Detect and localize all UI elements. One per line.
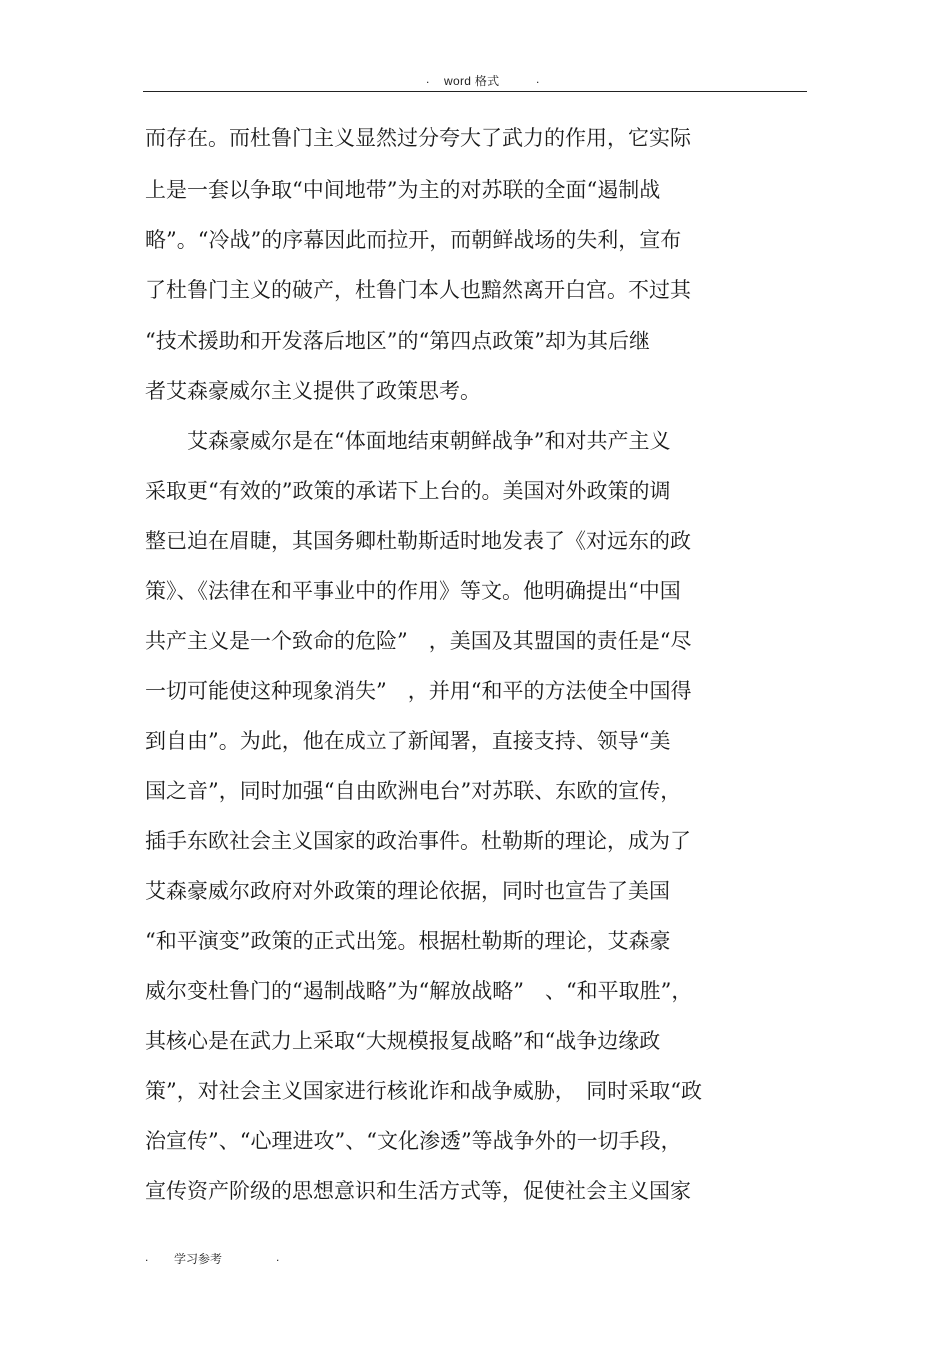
body-line: 宣传资产阶级的思想意识和生活方式等，促使社会主义国家 bbox=[145, 1179, 691, 1203]
body-line: 了杜鲁门主义的破产，杜鲁门本人也黯然离开白宫。不过其 bbox=[145, 278, 691, 302]
body-line: 采取更“有效的”政策的承诺下上台的。美国对外政策的调 bbox=[145, 479, 671, 503]
body-line: 艾森豪威尔政府对外政策的理论依据，同时也宣告了美国 bbox=[145, 879, 670, 903]
body-line: 插手东欧社会主义国家的政治事件。杜勒斯的理论，成为了 bbox=[145, 829, 691, 853]
header-title: word 格式 bbox=[444, 74, 500, 88]
body-line: 一切可能使这种现象消失” ，并用“和平的方法使全中国得 bbox=[145, 679, 692, 703]
body-line: 上是一套以争取“中间地带”为主的对苏联的全面“遏制战 bbox=[145, 178, 661, 202]
body-line: 共产主义是一个致命的危险” ，美国及其盟国的责任是“尽 bbox=[145, 629, 692, 653]
body-line: 其核心是在武力上采取“大规模报复战略”和“战争边缘政 bbox=[145, 1029, 661, 1053]
body-line: 威尔变杜鲁门的“遏制战略”为“解放战略” 、“和平取胜”， bbox=[145, 979, 693, 1003]
page-footer bbox=[143, 1250, 343, 1268]
footer-dot-right: . bbox=[276, 1250, 280, 1264]
body-line: 整已迫在眉睫，其国务卿杜勒斯适时地发表了《对远东的政 bbox=[145, 529, 691, 553]
body-line: 国之音”，同时加强“自由欧洲电台”对苏联、东欧的宣传， bbox=[145, 779, 682, 803]
body-line: “和平演变”政策的正式出笼。根据杜勒斯的理论，艾森豪 bbox=[145, 929, 671, 953]
body-line: 艾森豪威尔是在“体面地结束朝鲜战争”和对共产主义 bbox=[145, 429, 671, 453]
body-line: 策”，对社会主义国家进行核讹诈和战争威胁， 同时采取“政 bbox=[145, 1079, 702, 1103]
body-line: “技术援助和开发落后地区”的“第四点政策”却为其后继 bbox=[145, 329, 650, 353]
body-line: 治宣传”、“心理进攻”、“文化渗透”等战争外的一切手段， bbox=[145, 1129, 682, 1153]
body-line: 略”。“冷战”的序幕因此而拉开，而朝鲜战场的失利，宣布 bbox=[145, 228, 682, 252]
body-line: 策》、《法律在和平事业中的作用》等文。他明确提出“中国 bbox=[145, 579, 681, 603]
body-line: 而存在。而杜鲁门主义显然过分夸大了武力的作用，它实际 bbox=[145, 126, 691, 150]
body-line: 到自由”。为此，他在成立了新闻署，直接支持、领导“美 bbox=[145, 729, 671, 753]
footer-label: 学习参考 bbox=[174, 1252, 223, 1266]
header-dot-left: . bbox=[426, 72, 430, 86]
footer-dot-left: . bbox=[145, 1250, 149, 1264]
body-line: 者艾森豪威尔主义提供了政策思考。 bbox=[145, 379, 481, 403]
header-dot-right: . bbox=[536, 72, 540, 86]
